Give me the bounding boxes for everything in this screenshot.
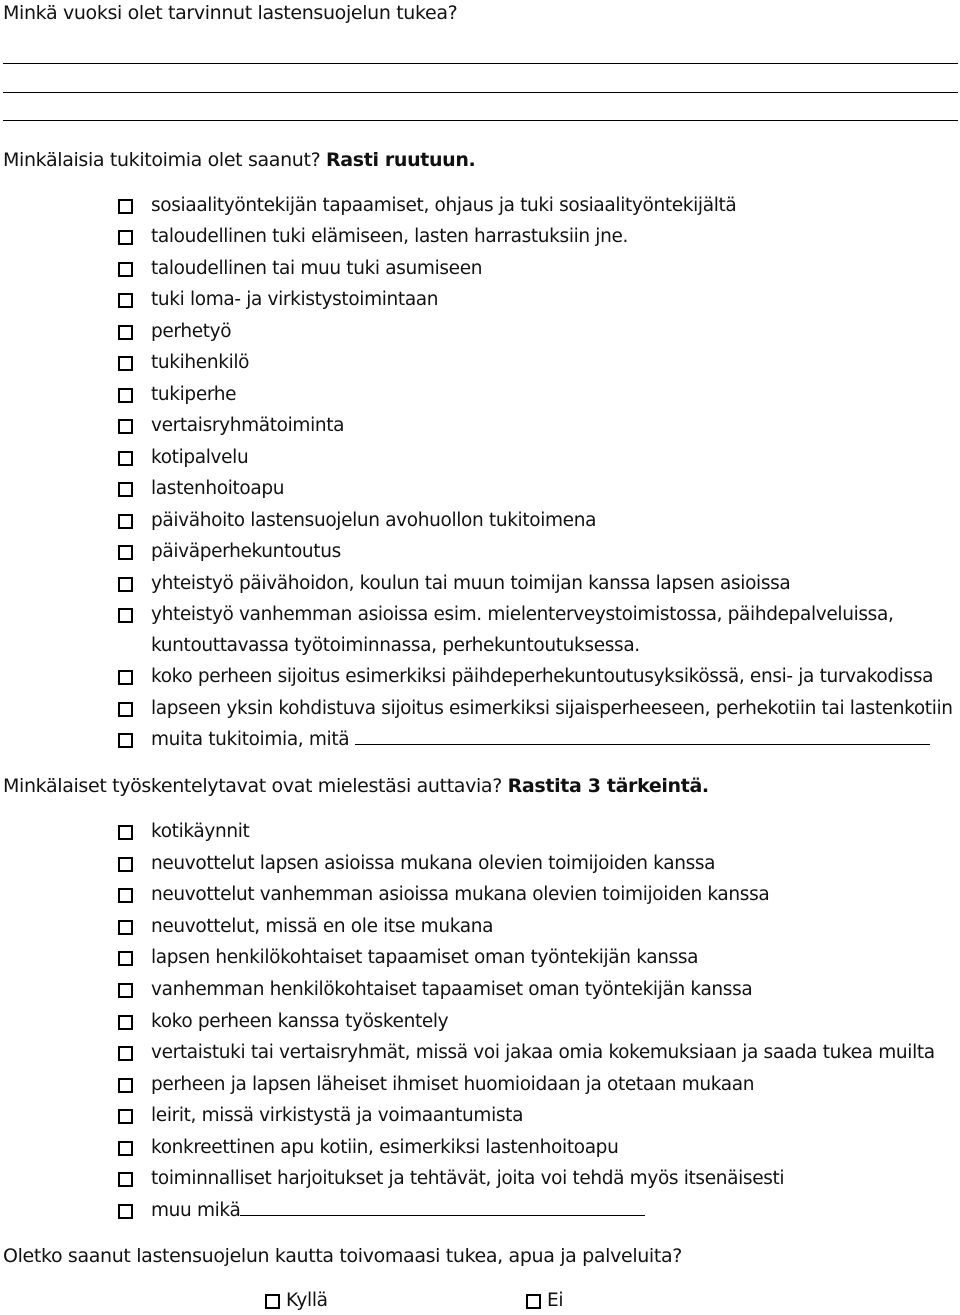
option-label <box>151 1195 645 1226</box>
option-label: perheen ja lapsen läheiset ihmiset huomioidaan ja otetaan mukaan <box>151 1074 755 1095</box>
other-answer-line[interactable] <box>240 1197 645 1216</box>
answer-line-3[interactable] <box>3 120 958 121</box>
option-label: tuki loma- ja virkistystoimintaan <box>151 289 439 310</box>
option-label: neuvottelut lapsen asioissa mukana olevien toimijoiden kanssa <box>151 853 716 874</box>
option-checkbox[interactable] <box>118 322 231 347</box>
option-label: tukihenkilö <box>151 352 250 373</box>
no-option[interactable] <box>526 1291 563 1311</box>
checkbox-icon[interactable] <box>118 733 133 748</box>
option-checkbox[interactable] <box>118 948 698 973</box>
question-1: Minkä vuoksi olet tarvinnut lastensuojelun tukea? <box>3 2 458 24</box>
option-label-text: muu mikä <box>151 1200 241 1221</box>
checkbox-icon[interactable] <box>118 325 133 340</box>
option-checkbox[interactable] <box>118 1043 935 1068</box>
checkbox-icon[interactable] <box>118 670 133 685</box>
checkbox-icon[interactable] <box>118 1078 133 1093</box>
checkbox-icon[interactable] <box>118 514 133 529</box>
question-4: Oletko saanut lastensuojelun kautta toivomaasi tukea, apua ja palveluita? <box>3 1245 682 1267</box>
checkbox-icon[interactable] <box>118 482 133 497</box>
option-label: taloudellinen tuki elämiseen, lasten harrastuksiin jne. <box>151 226 629 247</box>
option-label-line-1: yhteistyö vanhemman asioissa esim. mielenterveystoimistossa, päihdepalveluissa, <box>151 604 894 625</box>
option-checkbox[interactable] <box>118 980 752 1005</box>
option-label-line-2: kuntouttavassa työtoiminnassa, perhekuntoutuksessa. <box>151 635 640 656</box>
question-3 <box>3 775 709 797</box>
answer-line-2[interactable] <box>3 92 958 93</box>
option-checkbox[interactable] <box>118 1106 523 1131</box>
option-label-text: muita tukitoimia, mitä <box>151 729 350 750</box>
option-checkbox[interactable] <box>118 1138 618 1163</box>
option-checkbox[interactable] <box>118 1075 754 1100</box>
option-checkbox[interactable] <box>118 227 628 252</box>
option-checkbox[interactable] <box>118 290 438 315</box>
option-checkbox[interactable] <box>118 1012 448 1037</box>
checkbox-icon[interactable] <box>118 1046 133 1061</box>
checkbox-icon[interactable] <box>118 888 133 903</box>
option-checkbox[interactable] <box>118 385 236 410</box>
option-checkbox[interactable] <box>118 511 596 536</box>
option-checkbox[interactable] <box>118 917 493 942</box>
option-label: taloudellinen tai muu tuki asumiseen <box>151 258 483 279</box>
checkbox-icon[interactable] <box>118 262 133 277</box>
checkbox-icon[interactable] <box>265 1294 280 1309</box>
option-label: konkreettinen apu kotiin, esimerkiksi lastenhoitoapu <box>151 1137 619 1158</box>
checkbox-icon[interactable] <box>526 1294 541 1309</box>
no-label: Ei <box>547 1290 564 1311</box>
question-3-instruction: Rastita 3 tärkeintä. <box>507 775 709 797</box>
question-3-text: Minkälaiset työskentelytavat ovat mielestäsi auttavia? <box>3 775 508 797</box>
checkbox-icon[interactable] <box>118 230 133 245</box>
option-checkbox[interactable] <box>118 885 769 910</box>
option-checkbox[interactable] <box>118 854 715 879</box>
option-label: vertaisryhmätoiminta <box>151 415 345 436</box>
checkbox-icon[interactable] <box>118 1204 133 1219</box>
option-label: neuvottelut vanhemman asioissa mukana olevien toimijoiden kanssa <box>151 884 770 905</box>
checkbox-icon[interactable] <box>118 356 133 371</box>
option-checkbox[interactable] <box>118 667 933 692</box>
option-label: lapseen yksin kohdistuva sijoitus esimerkiksi sijaisperheeseen, perhekotiin tai lastenkotiin <box>151 698 953 719</box>
question-2 <box>3 149 475 171</box>
option-label: kotikäynnit <box>151 821 250 842</box>
checkbox-icon[interactable] <box>118 983 133 998</box>
option-label: tukiperhe <box>151 384 237 405</box>
checkbox-icon[interactable] <box>118 419 133 434</box>
checkbox-icon[interactable] <box>118 608 133 623</box>
option-label: sosiaalityöntekijän tapaamiset, ohjaus ja tuki sosiaalityöntekijältä <box>151 195 737 216</box>
option-checkbox[interactable] <box>118 1201 645 1226</box>
option-label: vertaistuki tai vertaisryhmät, missä voi jakaa omia kokemuksiaan ja saada tukea muilta <box>151 1042 935 1063</box>
option-label: toiminnalliset harjoitukset ja tehtävät, joita voi tehdä myös itsenäisesti <box>151 1168 785 1189</box>
option-label <box>151 599 893 661</box>
option-checkbox[interactable] <box>118 448 248 473</box>
option-label: päivähoito lastensuojelun avohuollon tukitoimena <box>151 510 597 531</box>
option-checkbox[interactable] <box>118 574 790 599</box>
option-checkbox[interactable] <box>118 822 249 847</box>
option-label: koko perheen kanssa työskentely <box>151 1011 449 1032</box>
option-checkbox[interactable] <box>118 699 953 724</box>
option-checkbox[interactable] <box>118 479 284 504</box>
option-checkbox[interactable] <box>118 196 736 221</box>
checkbox-icon[interactable] <box>118 951 133 966</box>
yes-label: Kyllä <box>286 1290 328 1311</box>
checkbox-icon[interactable] <box>118 920 133 935</box>
yes-option[interactable] <box>265 1291 328 1311</box>
option-label: leirit, missä virkistystä ja voimaantumista <box>151 1105 524 1126</box>
checkbox-icon[interactable] <box>118 451 133 466</box>
other-answer-line[interactable] <box>355 726 930 745</box>
checkbox-icon[interactable] <box>118 1172 133 1187</box>
option-label: päiväperhekuntoutus <box>151 541 341 562</box>
checkbox-icon[interactable] <box>118 388 133 403</box>
option-label: koko perheen sijoitus esimerkiksi päihdeperhekuntoutusyksikössä, ensi- ja turvakodissa <box>151 666 934 687</box>
checkbox-icon[interactable] <box>118 1015 133 1030</box>
option-label: perhetyö <box>151 321 232 342</box>
option-label: yhteistyö päivähoidon, koulun tai muun toimijan kanssa lapsen asioissa <box>151 573 791 594</box>
option-checkbox[interactable] <box>118 605 893 661</box>
option-label <box>151 724 930 755</box>
option-checkbox[interactable] <box>118 416 344 441</box>
option-checkbox[interactable] <box>118 353 249 378</box>
checkbox-icon[interactable] <box>118 1109 133 1124</box>
option-label: neuvottelut, missä en ole itse mukana <box>151 916 494 937</box>
question-2-instruction: Rasti ruutuun. <box>326 149 476 171</box>
checkbox-icon[interactable] <box>118 199 133 214</box>
option-checkbox[interactable] <box>118 542 341 567</box>
question-2-text: Minkälaisia tukitoimia olet saanut? <box>3 149 327 171</box>
option-checkbox[interactable] <box>118 1169 784 1194</box>
option-label: lastenhoitoapu <box>151 478 285 499</box>
option-checkbox[interactable] <box>118 730 930 755</box>
answer-line-1[interactable] <box>3 63 958 64</box>
option-checkbox[interactable] <box>118 259 482 284</box>
checkbox-icon[interactable] <box>118 1141 133 1156</box>
checkbox-icon[interactable] <box>118 545 133 560</box>
option-label: lapsen henkilökohtaiset tapaamiset oman työntekijän kanssa <box>151 947 699 968</box>
option-label: kotipalvelu <box>151 447 249 468</box>
checkbox-icon[interactable] <box>118 293 133 308</box>
checkbox-icon[interactable] <box>118 702 133 717</box>
checkbox-icon[interactable] <box>118 825 133 840</box>
checkbox-icon[interactable] <box>118 857 133 872</box>
option-label: vanhemman henkilökohtaiset tapaamiset oman työntekijän kanssa <box>151 979 753 1000</box>
checkbox-icon[interactable] <box>118 577 133 592</box>
